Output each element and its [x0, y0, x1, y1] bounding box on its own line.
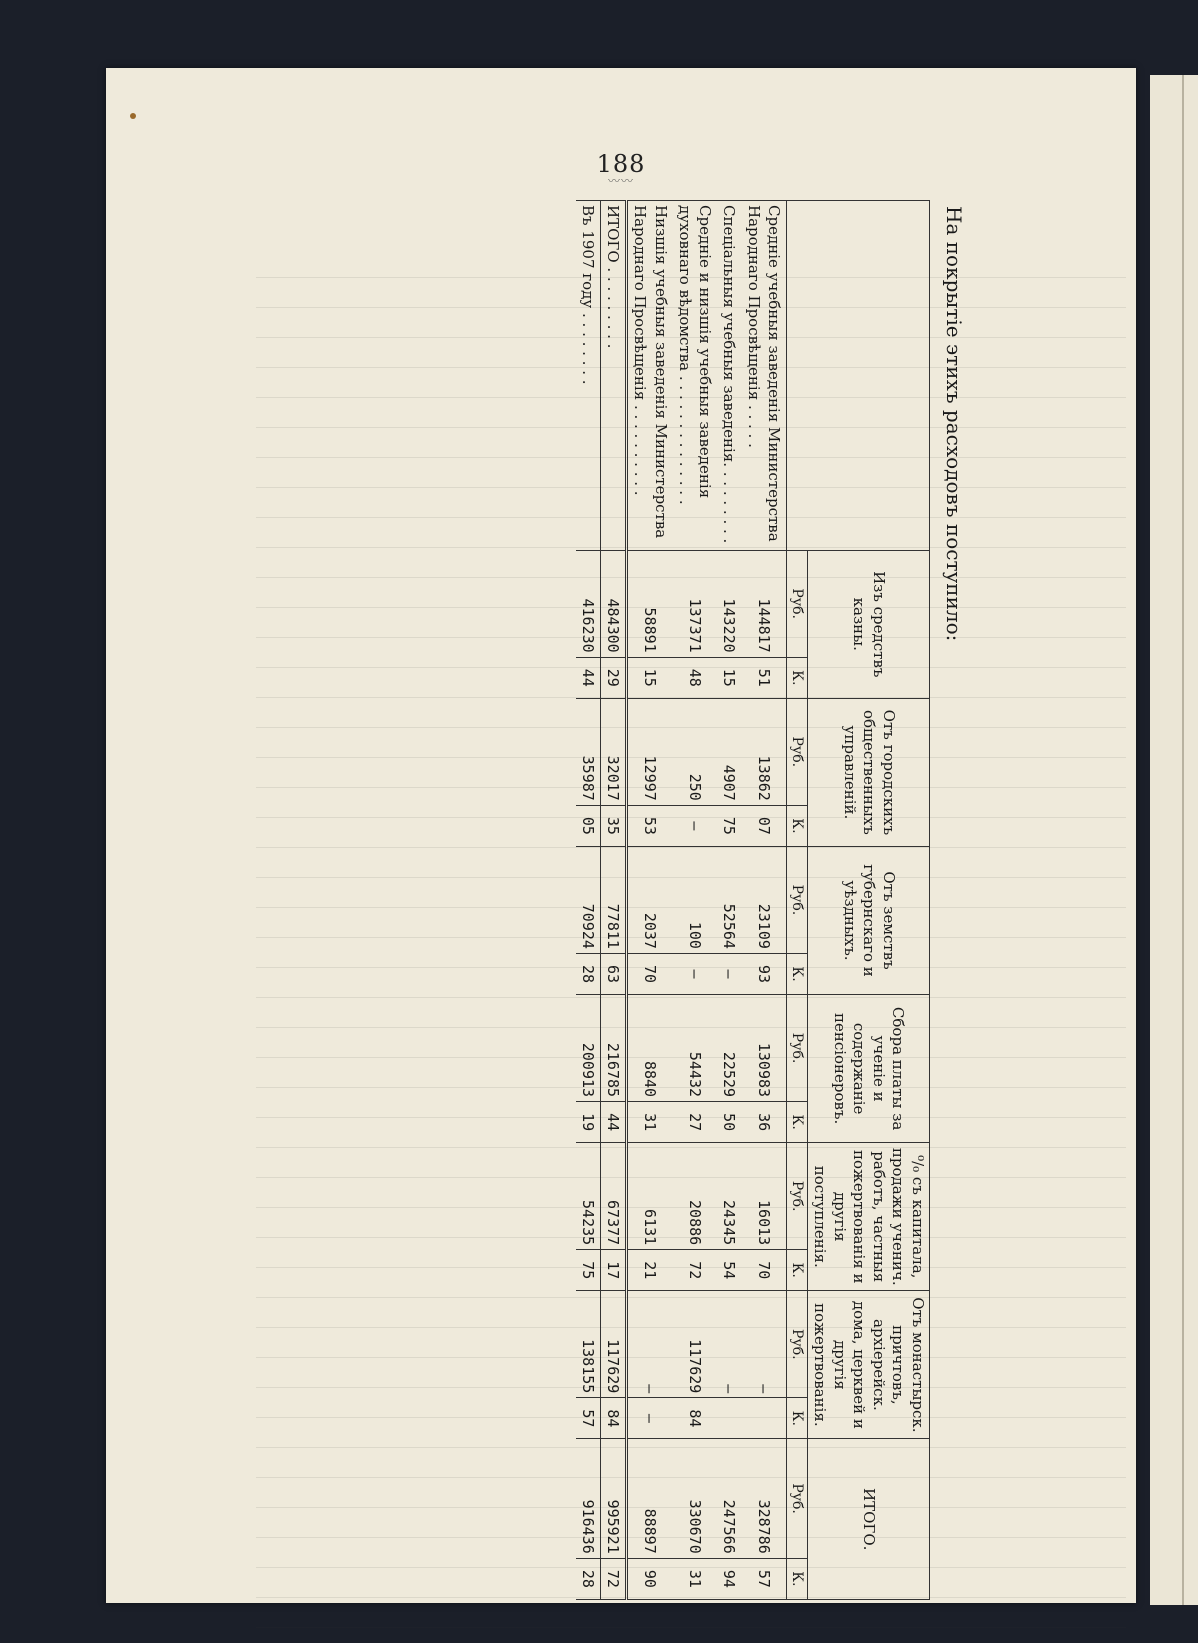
rubles-cell: 12997: [627, 698, 673, 805]
rubles-cell: 54432: [673, 995, 718, 1102]
rubles-cell: 995921: [601, 1439, 627, 1558]
row-label: Въ 1907 году . . . . . . . .: [576, 201, 601, 551]
kopecks-cell: 17: [601, 1250, 627, 1291]
rubles-cell: 328786: [742, 1439, 787, 1558]
kopecks-cell: 84: [601, 1398, 627, 1439]
kopecks-cell: 54: [717, 1250, 741, 1291]
binding-dot: [130, 113, 136, 119]
kopecks-cell: 31: [627, 1102, 673, 1143]
kopecks-cell: 44: [601, 1102, 627, 1143]
table-row: [627, 201, 673, 1600]
rubles-cell: 24345: [717, 1143, 741, 1250]
kopecks-cell: 29: [601, 657, 627, 698]
kopecks-cell: 94: [717, 1558, 741, 1599]
rubles-cell: 143220: [717, 550, 741, 657]
table-row: [717, 201, 741, 1600]
rubles-cell: 70924: [576, 846, 601, 953]
row-label: ИТОГО . . . . . . . . .: [601, 201, 627, 551]
rubles-cell: 100: [673, 846, 718, 953]
kopecks-cell: [717, 1398, 741, 1439]
rubles-cell: 35987: [576, 698, 601, 805]
rubles-cell: 117629: [673, 1291, 718, 1398]
kopecks-cell: 63: [601, 953, 627, 994]
kopecks-cell: 15: [717, 657, 741, 698]
kopecks-cell: 50: [717, 1102, 741, 1143]
kopecks-cell: 90: [627, 1558, 673, 1599]
rubles-cell: 117629: [601, 1291, 627, 1398]
rubles-cell: 484300: [601, 550, 627, 657]
rubles-cell: 54235: [576, 1143, 601, 1250]
rotated-table-block: [226, 200, 966, 1600]
table-row: [673, 201, 718, 1600]
rubles-cell: 6131: [627, 1143, 673, 1250]
kopecks-cell: 57: [742, 1558, 787, 1599]
unit-kop: К.: [787, 805, 808, 846]
unit-kop: К.: [787, 953, 808, 994]
unit-kop: К.: [787, 1250, 808, 1291]
kopecks-cell: 07: [742, 805, 787, 846]
rubles-cell: 52564: [717, 846, 741, 953]
kopecks-cell: 21: [627, 1250, 673, 1291]
rubles-cell: 22529: [717, 995, 741, 1102]
revenue-table: [576, 200, 930, 1600]
header-row: [808, 201, 930, 1600]
row-label: Низшія учебныя заведенія Министерства Народнаго Просвѣщенія . . . . . . . . . .: [627, 201, 673, 551]
column-header: ИТОГО.: [808, 1439, 930, 1600]
rubles-cell: —: [742, 1291, 787, 1398]
rubles-cell: 130983: [742, 995, 787, 1102]
column-header: Отъ городскихъ общественныхъ управленій.: [808, 698, 930, 846]
kopecks-cell: 15: [627, 657, 673, 698]
rubles-cell: 4907: [717, 698, 741, 805]
kopecks-cell: 93: [742, 953, 787, 994]
column-header: Отъ монастырск. причтовъ, архіерейск. дома, церквей и другія пожертвованія.: [808, 1291, 930, 1439]
kopecks-cell: 05: [576, 805, 601, 846]
unit-kop: К.: [787, 1558, 808, 1599]
rubles-cell: 13862: [742, 698, 787, 805]
kopecks-cell: [742, 1398, 787, 1439]
kopecks-cell: 44: [576, 657, 601, 698]
kopecks-cell: 84: [673, 1398, 718, 1439]
kopecks-cell: —: [717, 953, 741, 994]
table-title: На покрытіе этихъ расходовъ поступило:: [942, 206, 966, 642]
page-number: 188 〰〰: [596, 150, 646, 188]
kopecks-cell: 28: [576, 1558, 601, 1599]
rubles-cell: 58891: [627, 550, 673, 657]
column-header: ⁰/₀ съ капитала, продажи ученич. работъ, частныя пожертвованія и другія поступленія.: [808, 1143, 930, 1291]
kopecks-cell: 75: [576, 1250, 601, 1291]
kopecks-cell: 75: [717, 805, 741, 846]
unit-rub: Руб.: [787, 995, 808, 1102]
rubles-cell: 16013: [742, 1143, 787, 1250]
rubles-cell: 330670: [673, 1439, 718, 1558]
unit-kop: К.: [787, 1398, 808, 1439]
row-label: Средніе учебныя заведенія Министерства Народнаго Просвѣщенія . . . . .: [742, 201, 787, 551]
kopecks-cell: 48: [673, 657, 718, 698]
year-1907-row: [576, 201, 601, 1600]
unit-rub: Руб.: [787, 550, 808, 657]
rubles-cell: 250: [673, 698, 718, 805]
rubles-cell: 247566: [717, 1439, 741, 1558]
table-row: [742, 201, 787, 1600]
adjacent-page-edge: [1150, 75, 1198, 1605]
row-label: Средніе и низшія учебныя заведенія духовнаго вѣдомства . . . . . . . . . . . . . .: [673, 201, 718, 551]
kopecks-cell: 35: [601, 805, 627, 846]
rubles-cell: 23109: [742, 846, 787, 953]
unit-rub: Руб.: [787, 1439, 808, 1558]
rubles-cell: 67377: [601, 1143, 627, 1250]
rubles-cell: 32017: [601, 698, 627, 805]
kopecks-cell: 27: [673, 1102, 718, 1143]
rubles-cell: 2037: [627, 846, 673, 953]
kopecks-cell: 72: [601, 1558, 627, 1599]
rubles-cell: 20886: [673, 1143, 718, 1250]
kopecks-cell: 19: [576, 1102, 601, 1143]
rubles-cell: 416230: [576, 550, 601, 657]
kopecks-cell: 53: [627, 805, 673, 846]
kopecks-cell: 72: [673, 1250, 718, 1291]
row-label: Спеціальныя учебныя заведенія. . . . . . . . .: [717, 201, 741, 551]
rubles-cell: 88897: [627, 1439, 673, 1558]
kopecks-cell: 36: [742, 1102, 787, 1143]
rubles-cell: 137371: [673, 550, 718, 657]
kopecks-cell: 57: [576, 1398, 601, 1439]
unit-rub: Руб.: [787, 1143, 808, 1250]
rubles-cell: —: [627, 1291, 673, 1398]
rubles-cell: 216785: [601, 995, 627, 1102]
rubles-cell: 200913: [576, 995, 601, 1102]
kopecks-cell: 70: [742, 1250, 787, 1291]
rubles-cell: —: [717, 1291, 741, 1398]
rubles-cell: 144817: [742, 550, 787, 657]
column-header: Изъ средствъ казны.: [808, 550, 930, 698]
total-row: [601, 201, 627, 1600]
unit-rub: Руб.: [787, 1291, 808, 1398]
unit-kop: К.: [787, 1102, 808, 1143]
kopecks-cell: 28: [576, 953, 601, 994]
kopecks-cell: —: [673, 805, 718, 846]
kopecks-cell: —: [627, 1398, 673, 1439]
rubles-cell: 138155: [576, 1291, 601, 1398]
column-header: Сбора платы за ученіе и содержаніе пенсіонеровъ.: [808, 995, 930, 1143]
rubles-cell: 916436: [576, 1439, 601, 1558]
rubles-cell: 8840: [627, 995, 673, 1102]
rubles-cell: 77811: [601, 846, 627, 953]
kopecks-cell: 70: [627, 953, 673, 994]
kopecks-cell: 31: [673, 1558, 718, 1599]
unit-rub: Руб.: [787, 846, 808, 953]
column-header: Отъ земствъ губернскаго и уѣздныхъ.: [808, 846, 930, 994]
kopecks-cell: —: [673, 953, 718, 994]
corner-cell: [787, 201, 930, 551]
kopecks-cell: 51: [742, 657, 787, 698]
unit-rub: Руб.: [787, 698, 808, 805]
unit-kop: К.: [787, 657, 808, 698]
